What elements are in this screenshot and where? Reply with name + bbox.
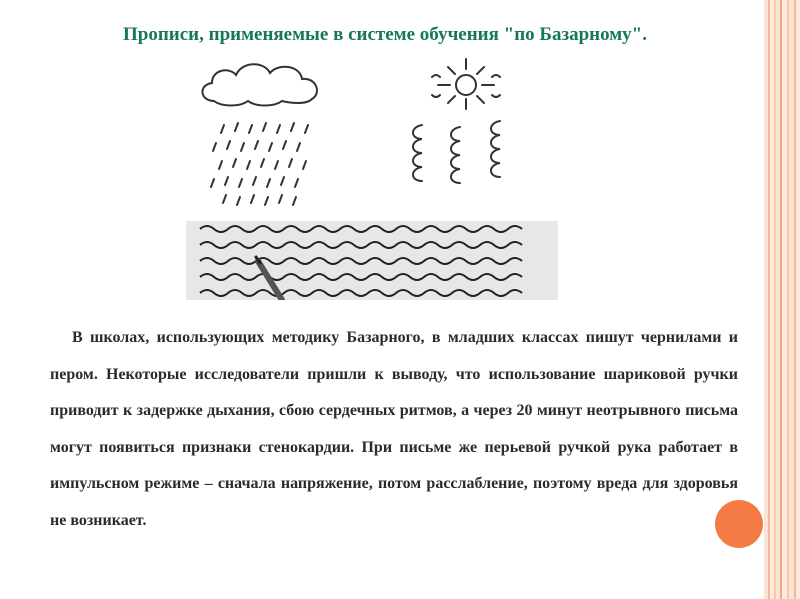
sun-icon <box>432 59 500 109</box>
decorative-circle <box>715 500 763 548</box>
body-paragraph: В школах, использующих методику Базарного, в младших классах пишут чернилами и пером. Некоторые исследователи пришли к выводу, что использование шариковой ручки приводит к задержке дыхания, сбою сердечных ритмов, а через 20 минут неотрывного письма могут появиться признаки стенокардии. При письме же перьевой ручкой рука работает в импульсном режиме – сначала напряжение, потом расслабление, поэтому вреда для здоровья не возникает. <box>50 329 738 529</box>
cloud-icon <box>202 64 317 105</box>
spiral-icon <box>413 121 500 183</box>
wave-lines-icon <box>186 221 558 300</box>
handwriting-illustration <box>186 55 558 300</box>
rain-icon <box>211 123 308 205</box>
slide-title: Прописи, применяемые в системе обучения "по Базарному". <box>123 24 647 45</box>
decorative-stripes <box>764 0 800 599</box>
